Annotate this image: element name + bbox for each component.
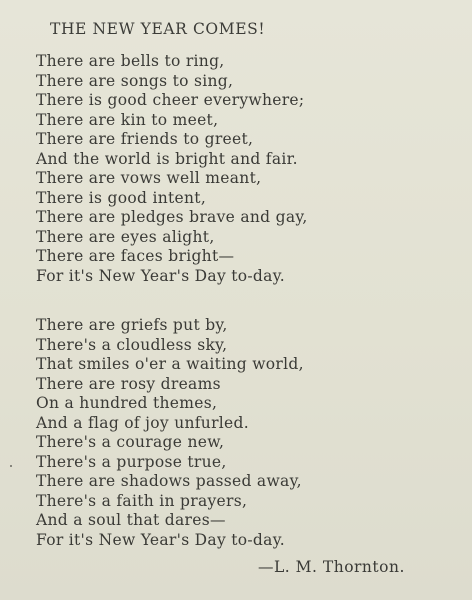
poem-line: For it's New Year's Day to-day. <box>36 530 285 549</box>
print-speck <box>10 465 12 467</box>
stanza-1 <box>36 52 308 286</box>
poem-line: There are shadows passed away, <box>36 472 302 490</box>
poem-line: There's a cloudless sky, <box>36 335 228 354</box>
poem-line: There are kin to meet, <box>36 110 219 129</box>
poem-line: There is good cheer everywhere; <box>36 91 305 109</box>
poem-line: For it's New Year's Day to-day. <box>36 266 285 285</box>
poem-line: And a soul that dares— <box>36 511 226 529</box>
poem-line: And a flag of joy unfurled. <box>36 413 249 432</box>
poem-line: There's a purpose true, <box>36 452 227 471</box>
poem-line: There are vows well meant, <box>36 169 262 187</box>
poem-line: There are songs to sing, <box>36 71 234 90</box>
poem-line: There's a faith in prayers, <box>36 491 248 510</box>
poem-line: There are pledges brave and gay, <box>36 208 308 226</box>
poem-line: There are griefs put by, <box>36 316 228 334</box>
poem-line: There are friends to greet, <box>36 130 254 148</box>
poem-author: —L. M. Thornton. <box>258 558 405 576</box>
poem-line: There's a courage new, <box>36 433 225 451</box>
poem-line: On a hundred themes, <box>36 394 218 412</box>
poem-line: And the world is bright and fair. <box>36 149 298 168</box>
poem-line: There are bells to ring, <box>36 52 225 70</box>
poem-line: That smiles o'er a waiting world, <box>36 355 304 373</box>
poem-line: There are eyes alight, <box>36 227 215 246</box>
poem-line: There are rosy dreams <box>36 374 221 393</box>
poem-line: There is good intent, <box>36 188 207 207</box>
stanza-2 <box>36 316 304 550</box>
poem-title: THE NEW YEAR COMES! <box>50 20 266 38</box>
poem-line: There are faces bright— <box>36 247 235 265</box>
